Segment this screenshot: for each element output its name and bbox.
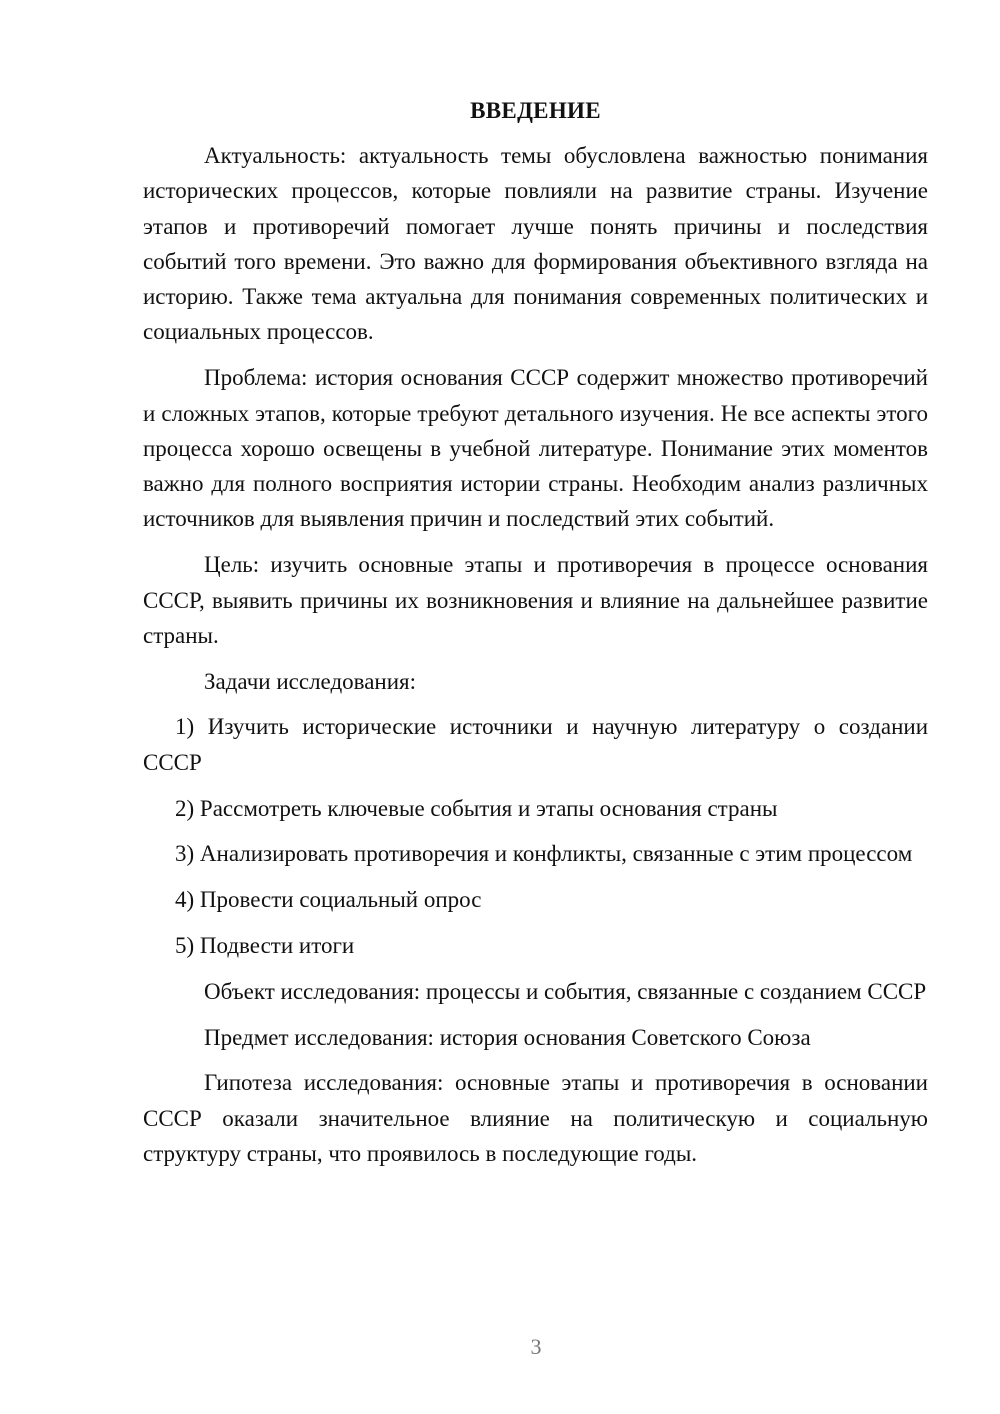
relevance-paragraph: Актуальность: актуальность темы обусловлена важностью понимания исторических процессов, которые повлияли на развитие страны. Изучение этапов и противоречий помогает лучше понять причины и последствия событий того времени. Это важно для формирования объективного взгляда на историю. Также тема актуальна для понимания современных политических и социальных процессов. — [143, 143, 928, 345]
task-item-2: 2) Рассмотреть ключевые события и этапы основания страны — [175, 795, 778, 821]
goal-paragraph: Цель: изучить основные этапы и противоречия в процессе основания СССР, выявить причины их возникновения и влияние на дальнейшее развитие страны. — [143, 552, 928, 648]
task-item-5: 5) Подвести итоги — [175, 932, 355, 958]
problem-paragraph: Проблема: история основания СССР содержит множество противоречий и сложных этапов, которые требуют детального изучения. Не все аспекты этого процесса хорошо освещены в учебной литературе. Понимание этих моментов важно для полного восприятия истории страны. Необходим анализ различных источников для выявления причин и последствий этих событий. — [143, 365, 928, 532]
hypothesis-paragraph: Гипотеза исследования: основные этапы и противоречия в основании СССР оказали значительное влияние на политическую и социальную структуру страны, что проявилось в последующие годы. — [143, 1070, 928, 1166]
task-item-4: 4) Провести социальный опрос — [175, 887, 482, 913]
task-item-1: 1) Изучить исторические источники и научную литературу о создании СССР — [143, 714, 928, 775]
page-number: 3 — [530, 1334, 542, 1359]
task-item-3: 3) Анализировать противоречия и конфликты, связанные с этим процессом — [175, 841, 913, 867]
section-title: ВВЕДЕНИЕ — [470, 98, 601, 123]
subject-paragraph: Предмет исследования: история основания Советского Союза — [204, 1024, 811, 1050]
page-content — [143, 93, 928, 1182]
object-paragraph: Объект исследования: процессы и события, связанные с созданием СССР — [204, 978, 927, 1004]
tasks-heading: Задачи исследования: — [204, 668, 417, 694]
